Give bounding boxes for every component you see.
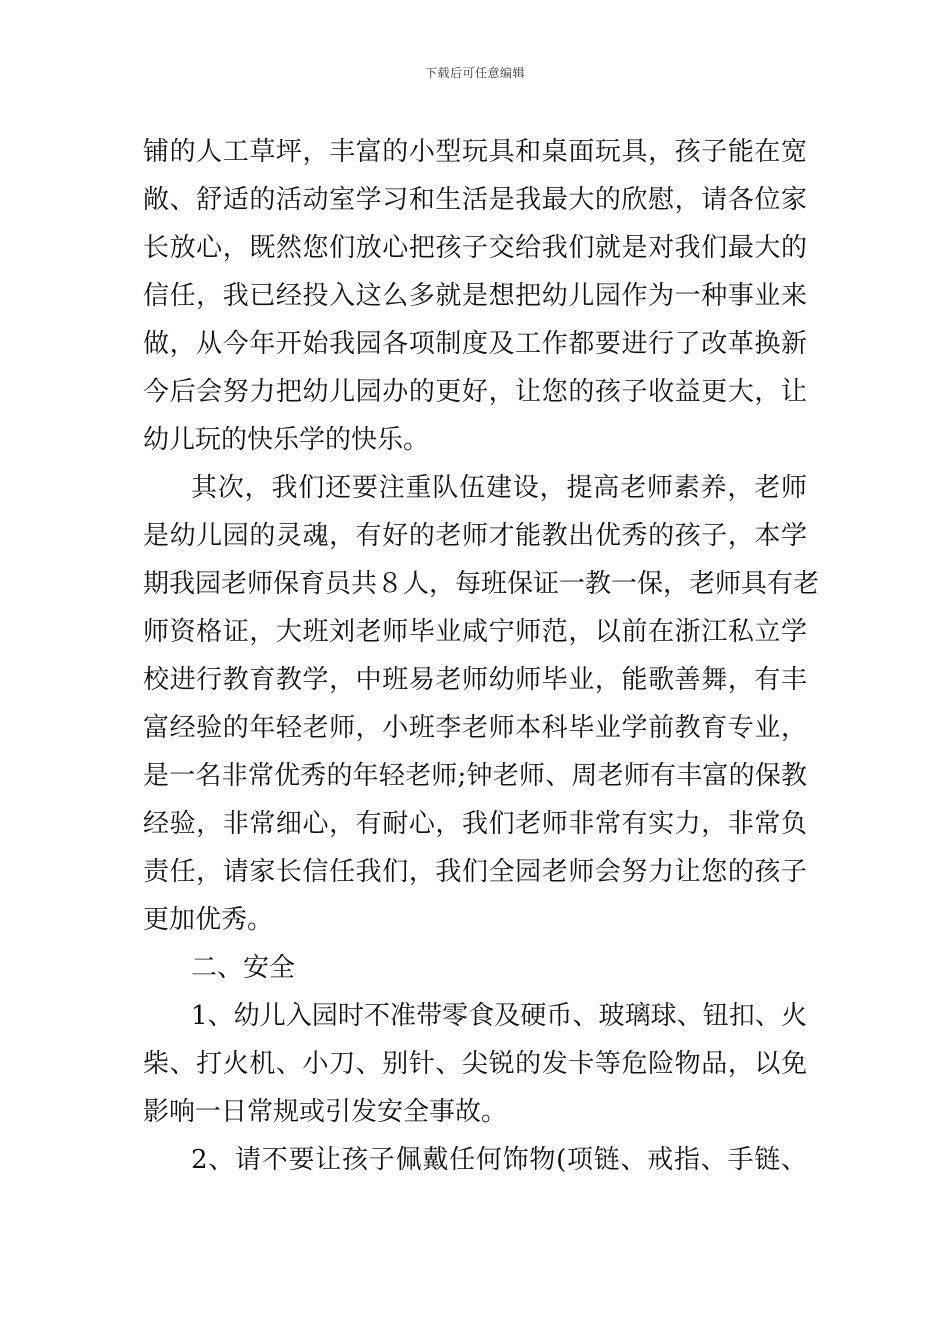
text-line: 幼儿玩的快乐学的快乐。 — [143, 425, 430, 455]
text-line: 富经验的年轻老师，小班李老师本科毕业学前教育专业， — [143, 713, 807, 743]
section-heading: 二、安全 — [191, 953, 296, 983]
text-line: 影响一日常规或引发安全事故。 — [143, 1097, 508, 1127]
text-line: 2、请不要让孩子佩戴任何饰物(项链、戒指、手链、 — [191, 1145, 807, 1175]
text-line: 柴、打火机、小刀、别针、尖锐的发卡等危险物品，以免 — [143, 1049, 807, 1079]
text-line: 敞、舒适的活动室学习和生活是我最大的欣慰，请各位家 — [143, 185, 807, 215]
page-header-note: 下载后可任意编辑 — [424, 66, 525, 80]
document-body — [143, 128, 820, 1184]
text-line: 经验，非常细心，有耐心，我们老师非常有实力，非常负 — [143, 809, 807, 839]
text-line: 校进行教育教学，中班易老师幼师毕业，能歌善舞，有丰 — [143, 665, 807, 695]
text-line: 长放心，既然您们放心把孩子交给我们就是对我们最大的 — [143, 233, 807, 263]
text-line: 信任，我已经投入这么多就是想把幼儿园作为一种事业来 — [143, 281, 807, 311]
text-line: 是幼儿园的灵魂，有好的老师才能教出优秀的孩子，本学 — [143, 521, 807, 551]
paragraph-teacher-team — [143, 464, 820, 944]
text-line: 责任，请家长信任我们，我们全园老师会努力让您的孩子 — [143, 857, 807, 887]
section-heading-safety — [143, 944, 807, 992]
text-line: 其次，我们还要注重队伍建设，提高老师素养，老师 — [191, 473, 807, 503]
text-line: 做，从今年开始我园各项制度及工作都要进行了改革换新 — [143, 329, 807, 359]
paragraph-safety-rule-2 — [143, 1136, 807, 1184]
text-line: 更加优秀。 — [143, 905, 274, 935]
text-line: 期我园老师保育员共８人，每班保证一教一保，老师具有老 — [143, 569, 820, 599]
text-line: 1、幼儿入园时不准带零食及硬币、玻璃球、钮扣、火 — [191, 1001, 807, 1031]
paragraph-kindergarten-environment — [143, 128, 807, 464]
text-line: 师资格证，大班刘老师毕业咸宁师范，以前在浙江私立学 — [143, 617, 807, 647]
text-line: 今后会努力把幼儿园办的更好，让您的孩子收益更大，让 — [143, 377, 807, 407]
text-line: 是一名非常优秀的年轻老师;钟老师、周老师有丰富的保教 — [143, 761, 807, 791]
paragraph-safety-rule-1 — [143, 992, 807, 1136]
text-line: 铺的人工草坪，丰富的小型玩具和桌面玩具，孩子能在宽 — [143, 137, 807, 167]
